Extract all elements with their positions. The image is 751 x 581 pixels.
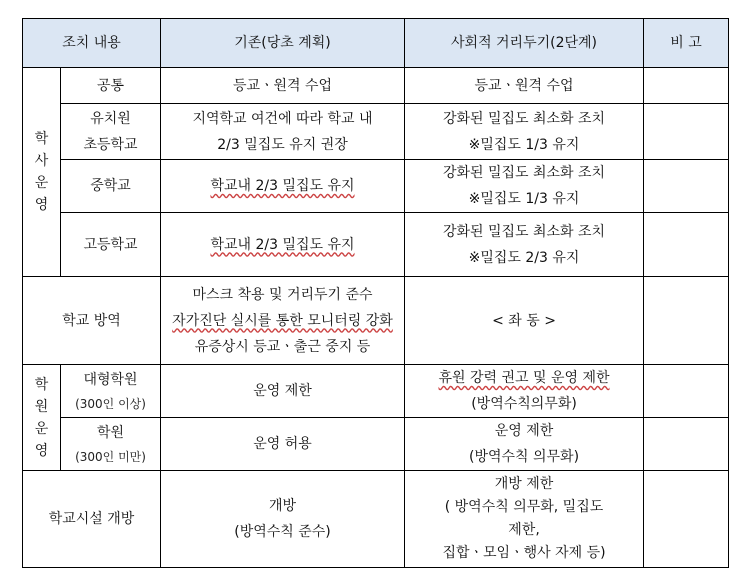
row-category: 고등학교 bbox=[61, 213, 161, 277]
quarantine-level2: < 좌 동 > bbox=[405, 277, 644, 365]
row-category: 학원 (300인 미만) bbox=[61, 418, 161, 471]
row-category: 공통 bbox=[61, 68, 161, 104]
row-note bbox=[644, 68, 729, 104]
row-level2: 휴원 강력 권고 및 운영 제한 (방역수칙의무화) bbox=[405, 365, 644, 418]
row-existing: 운영 허용 bbox=[161, 418, 405, 471]
row-note bbox=[644, 365, 729, 418]
row-level2: 강화된 밀집도 최소화 조치 ※밀집도 1/3 유지 bbox=[405, 104, 644, 160]
row-note bbox=[644, 213, 729, 277]
row-note bbox=[644, 418, 729, 471]
policy-table bbox=[22, 18, 729, 568]
row-existing: 학교내 2/3 밀집도 유지 bbox=[161, 160, 405, 213]
table-row bbox=[23, 104, 729, 160]
table-row bbox=[23, 418, 729, 471]
facility-label: 학교시설 개방 bbox=[23, 471, 161, 568]
header-row bbox=[23, 19, 729, 68]
table-row bbox=[23, 471, 729, 568]
header-measures: 조치 내용 bbox=[23, 19, 161, 68]
row-existing: 지역학교 여건에 따라 학교 내 2/3 밀집도 유지 권장 bbox=[161, 104, 405, 160]
group-label-school-ops: 학 사 운 영 bbox=[23, 68, 61, 277]
row-existing: 등교ㆍ원격 수업 bbox=[161, 68, 405, 104]
row-category: 유치원 초등학교 bbox=[61, 104, 161, 160]
table-row bbox=[23, 365, 729, 418]
header-distancing-level2: 사회적 거리두기(2단계) bbox=[405, 19, 644, 68]
table-row bbox=[23, 160, 729, 213]
quarantine-label: 학교 방역 bbox=[23, 277, 161, 365]
quarantine-existing: 마스크 착용 및 거리두기 준수 자가진단 실시를 통한 모니터링 강화 유증상시 등교ㆍ출근 중지 등 bbox=[161, 277, 405, 365]
table-row bbox=[23, 277, 729, 365]
row-level2: 운영 제한 (방역수칙 의무화) bbox=[405, 418, 644, 471]
header-note: 비 고 bbox=[644, 19, 729, 68]
row-note bbox=[644, 160, 729, 213]
facility-level2: 개방 제한 ( 방역수칙 의무화, 밀집도 제한, 집합ㆍ모임ㆍ행사 자제 등) bbox=[405, 471, 644, 568]
header-existing-plan: 기존(당초 계획) bbox=[161, 19, 405, 68]
quarantine-note bbox=[644, 277, 729, 365]
table-row bbox=[23, 213, 729, 277]
row-level2: 강화된 밀집도 최소화 조치 ※밀집도 1/3 유지 bbox=[405, 160, 644, 213]
row-category: 중학교 bbox=[61, 160, 161, 213]
table-row bbox=[23, 68, 729, 104]
row-existing: 학교내 2/3 밀집도 유지 bbox=[161, 213, 405, 277]
row-level2: 강화된 밀집도 최소화 조치 ※밀집도 2/3 유지 bbox=[405, 213, 644, 277]
row-level2: 등교ㆍ원격 수업 bbox=[405, 68, 644, 104]
row-existing: 운영 제한 bbox=[161, 365, 405, 418]
row-category: 대형학원 (300인 이상) bbox=[61, 365, 161, 418]
facility-existing: 개방 (방역수칙 준수) bbox=[161, 471, 405, 568]
group-label-academy-ops: 학 원 운 영 bbox=[23, 365, 61, 471]
facility-note bbox=[644, 471, 729, 568]
row-note bbox=[644, 104, 729, 160]
